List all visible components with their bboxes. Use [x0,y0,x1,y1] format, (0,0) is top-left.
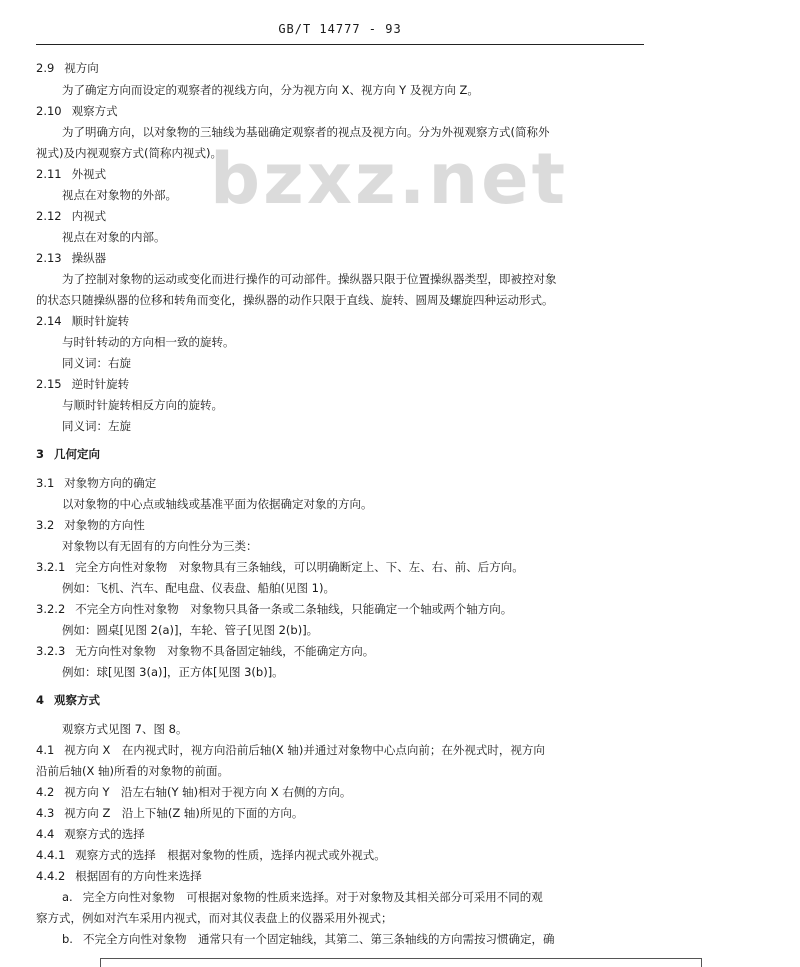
watermark: bzxz.net [210,138,569,220]
clause-heading: 2.15 逆时针旋转 [36,377,130,391]
synonym-text: 同义词：右旋 [62,356,131,370]
clause-text: 的状态只随操纵器的位移和转角而变化，操纵器的动作只限于直线、旋转、圆周及螺旋四种运动形式。 [36,293,554,307]
clause-heading: 3.2.2 不完全方向性对象物 对象物只具备一条或二条轴线，只能确定一个轴或两个轴方向。 [36,602,513,616]
clause-heading: 2.11 外视式 [36,167,107,181]
clause-heading: 2.13 操纵器 [36,251,107,265]
clause-text: 对象物以有无固有的方向性分为三类： [62,539,258,553]
clause-heading: 2.14 顺时针旋转 [36,314,130,328]
clause-heading: 4.1 视方向 X 在内视式时，视方向沿前后轴(X 轴)并通过对象物中心点向前；在外视式时，视方向 [36,743,545,757]
clause-text: 与时针转动的方向相一致的旋转。 [62,335,235,349]
list-item: b. 不完全方向性对象物 通常只有一个固定轴线，其第二、第三条轴线的方向需按习惯确定，确 [62,932,555,946]
standard-header: GB/T 14777 - 93 [278,22,402,36]
clause-text: 与顺时针旋转相反方向的旋转。 [62,398,223,412]
clause-heading: 4.3 视方向 Z 沿上下轴(Z 轴)所见的下面的方向。 [36,806,304,820]
clause-heading: 4.4.2 根据固有的方向性来选择 [36,869,202,883]
section-heading: 3 几何定向 [36,447,101,461]
synonym-text: 同义词：左旋 [62,419,131,433]
clause-text: 为了控制对象物的运动或变化而进行操作的可动部件。操纵器只限于位置操纵器类型，即被控对象 [62,272,557,286]
clause-heading: 3.1 对象物方向的确定 [36,476,157,490]
clause-text: 观察方式见图 7、图 8。 [62,722,188,736]
clause-heading: 4.4 观察方式的选择 [36,827,145,841]
clause-text: 以对象物的中心点或轴线或基准平面为依据确定对象的方向。 [62,497,373,511]
clause-text: 为了明确方向，以对象物的三轴线为基础确定观察者的视点及视方向。分为外视观察方式(简称外 [62,125,550,139]
clause-text: 视点在对象物的外部。 [62,188,177,202]
clause-heading: 4.2 视方向 Y 沿左右轴(Y 轴)相对于视方向 X 右侧的方向。 [36,785,352,799]
clause-text: 察方式，例如对汽车采用内视式，而对其仪表盘上的仪器采用外视式； [36,911,393,925]
clause-heading: 4.4.1 观察方式的选择 根据对象物的性质，选择内视式或外视式。 [36,848,386,862]
clause-heading: 2.12 内视式 [36,209,107,223]
clause-heading: 2.9 视方向 [36,61,99,75]
header-rule [36,44,644,45]
example-text: 例如：球[见图 3(a)]，正方体[见图 3(b)]。 [62,665,284,679]
example-text: 例如：飞机、汽车、配电盘、仪表盘、船舶(见图 1)。 [62,581,335,595]
section-heading: 4 观察方式 [36,693,101,707]
clause-text: 视点在对象的内部。 [62,230,166,244]
clause-text: 视式)及内视观察方式(简称内视式)。 [36,146,222,160]
clause-heading: 2.10 观察方式 [36,104,118,118]
clause-heading: 3.2 对象物的方向性 [36,518,145,532]
clause-heading: 3.2.3 无方向性对象物 对象物不具备固定轴线，不能确定方向。 [36,644,375,658]
clause-heading: 3.2.1 完全方向性对象物 对象物具有三条轴线，可以明确断定上、下、左、右、前、后方向。 [36,560,524,574]
list-item: a. 完全方向性对象物 可根据对象物的性质来选择。对于对象物及其相关部分可采用不同的观 [62,890,543,904]
example-text: 例如：圆桌[见图 2(a)]，车轮、管子[见图 2(b)]。 [62,623,319,637]
clause-text: 为了确定方向而设定的观察者的视线方向，分为视方向 X、视方向 Y 及视方向 Z。 [62,83,479,97]
clause-text: 沿前后轴(X 轴)所看的对象物的前面。 [36,764,230,778]
